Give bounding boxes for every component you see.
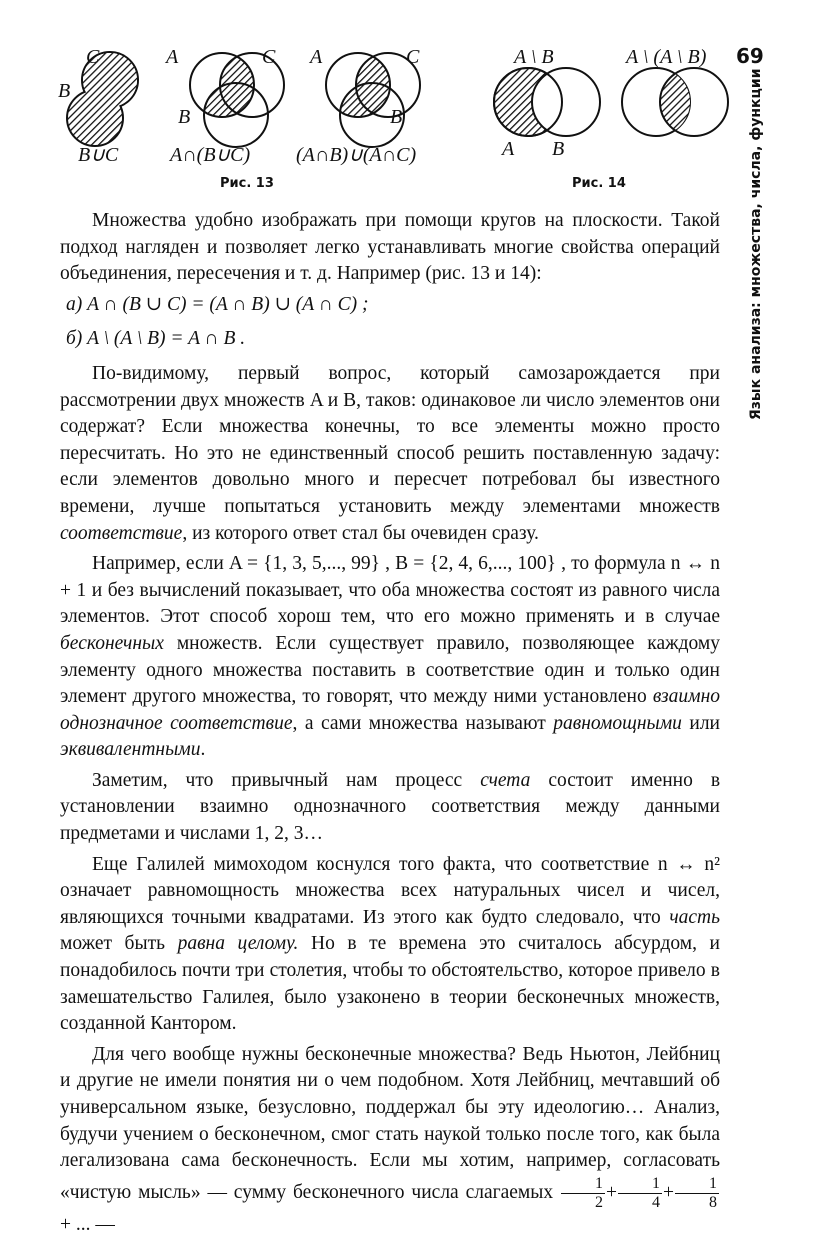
venn-a-minus-a-minus-b xyxy=(622,68,728,136)
formula-a: а) A ∩ (B ∪ C) = (A ∩ B) ∪ (A ∩ C) ; xyxy=(66,293,369,315)
venn-b-union-c xyxy=(67,52,138,146)
fig13-label-b1: B xyxy=(58,80,71,102)
fig13-label-b3: B xyxy=(390,106,403,128)
fig13-expr-3: (A∩B)∪(A∩C) xyxy=(296,144,417,166)
page-number: 69 xyxy=(736,44,764,68)
paragraph-1: Множества удобно изображать при помощи кругов на плоскости. Такой подход нагляден и позволяет легко устанавливать многие свойства операций объединения, пересечения и т. д. Например (рис. 13 и 14): xyxy=(60,210,720,285)
figure-13-caption: Рис. 13 xyxy=(220,176,274,191)
paragraph-6: Для чего вообще нужны бесконечные множества? Ведь Ньютон, Лейбниц и другие не имели понятия ни о чем подобном. Хотя Лейбниц, мечтавший об универсальном языке, безусловно, поддержал бы эту идеологию… Анализ, будучи учением о бесконечном, смог стать наукой только после того, как была легализована сама бесконечность. Если мы хотим, например, согласовать «чистую мысль» — сумму бесконечного числа слагаемых $\frac{1}{2}$ + $\frac{1}{4}$ + $\frac{1}{8}$ + ... — xyxy=(60,1043,720,1235)
figure-14-caption: Рис. 14 xyxy=(572,176,626,191)
fig14-top-label-2: A \ (A \ B) xyxy=(626,46,707,68)
fig14-label-b: B xyxy=(552,138,565,160)
paragraph-2: По-видимому, первый вопрос, который самозарождается при рассмотрении двух множеств A и B, таков: одинаковое ли число элементов они содержат? Если множества конечны, то все элементы можно просто пересчитать. Но это не единственный способ решить поставленную задачу: если элементов довольно много и пересчет потребовал бы известного времени, лучше попытаться установить между элементами множеств соответствие, из которого ответ стал бы очевиден сразу. xyxy=(60,362,720,544)
fig13-label-a3: A xyxy=(310,46,323,68)
formula-b: б) A \ (A \ B) = A ∩ B . xyxy=(66,328,246,350)
fig14-top-label-1: A \ B xyxy=(514,46,554,68)
paragraph-5: Еще Галилей мимоходом коснулся того факта, что соответствие n ↔ n² означает равномощность множества всех натуральных чисел и чисел, являющихся точными квадратами. Из этого как будто следовало, что часть может быть равна целому. Но в те времена это считалось абсурдом, и понадобилось почти три столетия, чтобы то обстоятельство, которое привело в замешательство Галилея, было узаконено в теории бесконечных множеств, созданной Кантором. xyxy=(60,853,720,1035)
fig13-expr-2: A∩(B∪C) xyxy=(170,144,251,166)
fig13-expr-1: B∪C xyxy=(78,144,119,166)
venn-a-minus-b xyxy=(494,68,600,136)
fig13-label-c1: C xyxy=(86,46,100,68)
fig13-label-b2: B xyxy=(178,106,191,128)
fraction-2: $\frac{1}{4}$ xyxy=(618,1175,662,1212)
fig13-label-c3: C xyxy=(406,46,420,68)
fig14-label-a: A xyxy=(502,138,515,160)
paragraph-3: Например, если A = {1, 3, 5,..., 99} , B = {2, 4, 6,..., 100} , то формула n ↔ n + 1 и без вычислений показывает, что оба множества состоят из равного числа элементов. Этот способ хорош тем, что его можно применять и в случае бесконечных множеств. Если существует правило, позволяющее каждому элементу одного множества поставить в соответствие один и только один элемент другого множества, то говорят, что между ними установлено взаимно однозначное соответствие, а сами множества называют равномощными или эквивалентными. xyxy=(60,553,721,761)
paragraph-4: Заметим, что привычный нам процесс счета состоит именно в установлении взаимно однозначного соответствия между данными предметами и числами 1, 2, 3… xyxy=(60,769,721,845)
fig13-label-c2: C xyxy=(262,46,276,68)
fraction-3: $\frac{1}{8}$ xyxy=(675,1175,719,1212)
running-header: Язык анализа: множества, числа, функции xyxy=(748,68,764,420)
figures xyxy=(40,40,740,200)
body-text xyxy=(60,208,720,1242)
fig13-label-a2: A xyxy=(166,46,179,68)
fraction-1: $\frac{1}{2}$ xyxy=(561,1175,605,1212)
